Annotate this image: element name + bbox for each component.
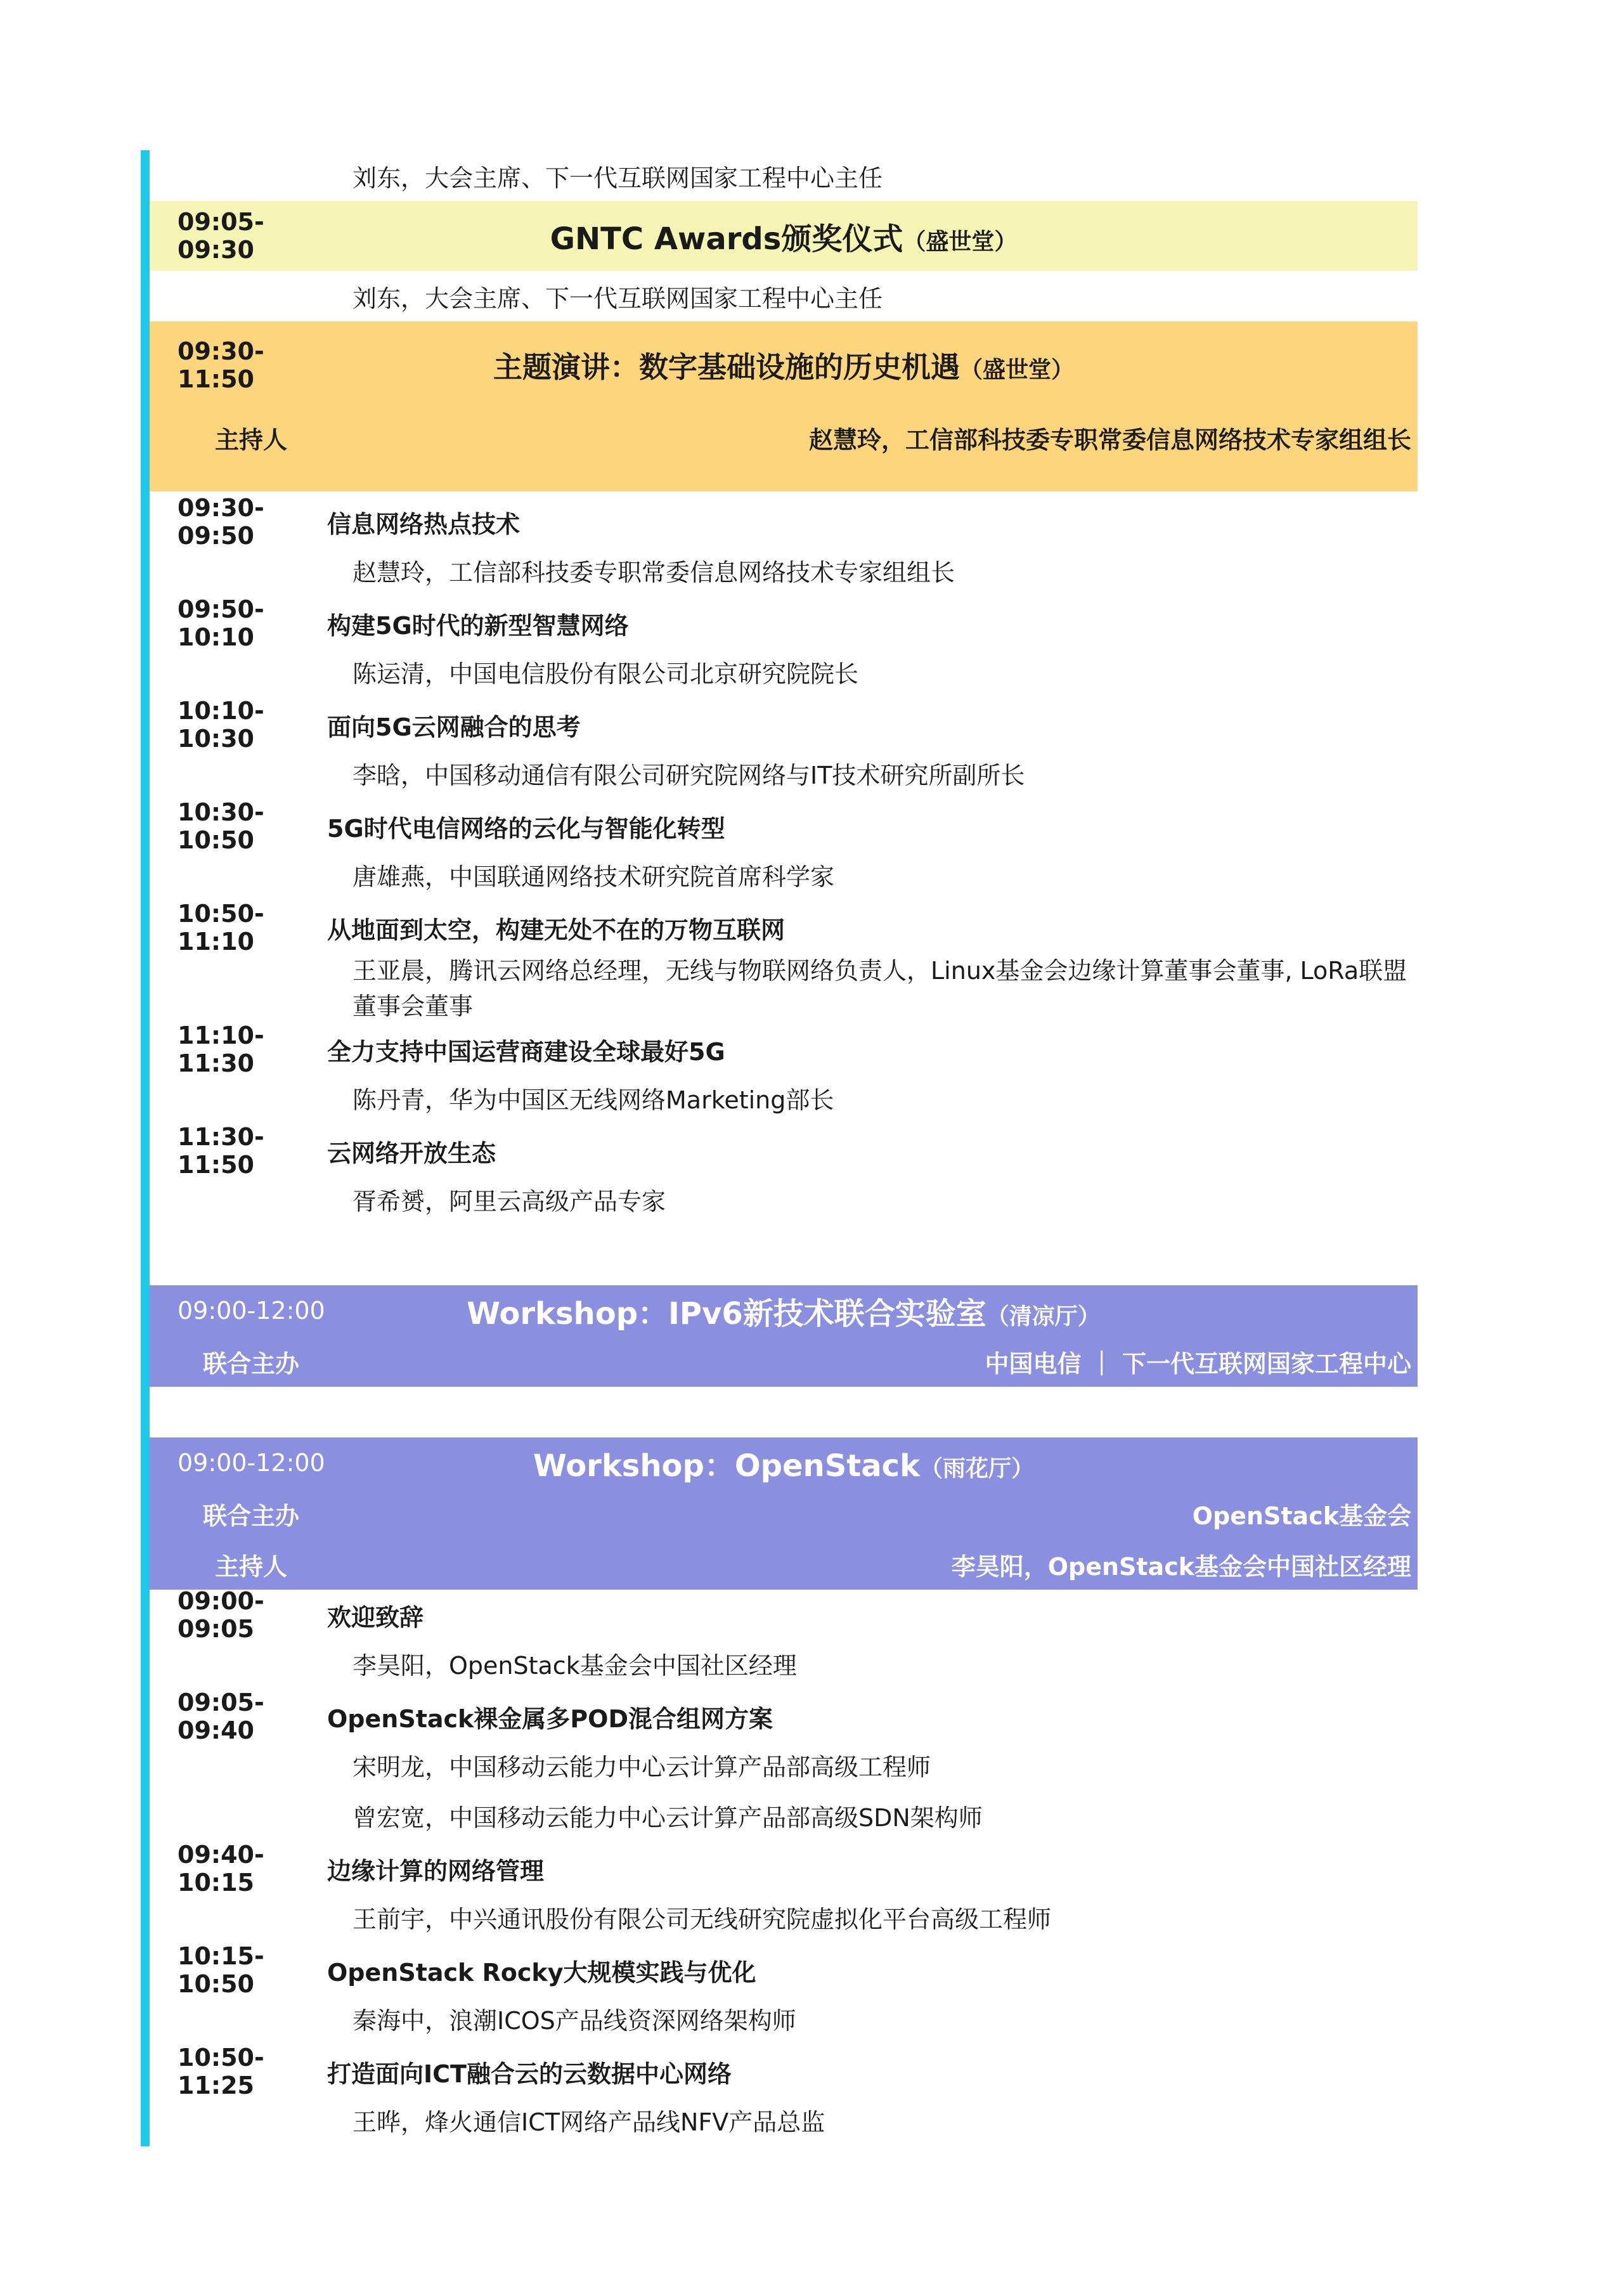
session-title-row [150,1942,1418,1998]
speaker-line [150,1894,1418,1945]
session-title: 云网络开放生态 [327,1139,496,1167]
session-title: 打造面向ICT融合云的云数据中心网络 [327,2059,732,2088]
openstack-title-wrap [150,1441,1418,1485]
openstack-workshop-band [150,1437,1418,1590]
session-title: 面向5G云网融合的思考 [327,713,581,741]
keynote-title: 主题演讲：数字基础设施的历史机遇 [493,350,960,384]
session-title: 从地面到太空，构建无处不在的万物互联网 [327,916,786,944]
keynote-host-row [150,409,1418,466]
speaker-line [150,953,1418,1024]
speaker-text: 王亚晨，腾讯云网络总经理，无线与物联网络负责人，Linux基金会边缘计算董事会董事, LoRa联盟董事会董事 [352,957,1407,1020]
awards-band [150,201,1418,271]
session-time: 09:00-09:05 [178,1587,264,1643]
session-title: 信息网络热点技术 [327,510,521,538]
session-title-row [150,494,1418,550]
speaker-line [150,649,1418,699]
session-title: 欢迎致辞 [327,1603,424,1631]
session-time: 10:15-10:50 [178,1942,264,1998]
session-title-row [150,595,1418,651]
speaker-line [150,1640,1418,1691]
openstack-session-list [150,1587,1418,2148]
session-title: 5G时代电信网络的云化与智能化转型 [327,814,725,843]
speaker-line [150,1176,1418,1227]
speaker-text: 陈运清，中国电信股份有限公司北京研究院院长 [352,660,859,688]
ipv6-title-wrap [150,1289,1418,1333]
ipv6-workshop-band [150,1285,1418,1387]
session-title: 构建5G时代的新型智慧网络 [327,611,629,640]
agenda [150,150,1418,2148]
organizer-label: 联合主办 [202,1501,299,1530]
speaker-text: 赵慧玲，工信部科技委专职常委信息网络技术专家组组长 [352,559,955,587]
speaker-text: 宋明龙，中国移动云能力中心云计算产品部高级工程师 [352,1753,931,1781]
host-label: 主持人 [214,1552,287,1581]
session-time: 09:40-10:15 [178,1841,264,1897]
session-time: 09:50-10:10 [178,595,264,651]
accent-bar [141,150,150,2146]
session-title: OpenStack裸金属多POD混合组网方案 [327,1704,773,1733]
session-title-row [150,1587,1418,1643]
keynote-title-wrap [150,344,1418,386]
session-title-row [150,1691,1418,1742]
session-time: 11:10-11:30 [178,1022,264,1077]
keynote-title-row [150,321,1418,409]
session-title-row [150,697,1418,753]
speaker-text: 刘东，大会主席、下一代互联网国家工程中心主任 [352,164,883,192]
session-time: 09:00-12:00 [178,1449,325,1477]
organizer-name: OpenStack基金会 [1192,1501,1411,1530]
speaker-line [150,1995,1418,2046]
ipv6-title: Workshop：IPv6新技术联合实验室 [467,1295,986,1332]
speaker-text: 胥希赟，阿里云高级产品专家 [352,1188,666,1216]
speaker-line [150,547,1418,598]
session-title: OpenStack Rocky大规模实践与优化 [327,1958,756,1987]
session-time: 09:05-09:30 [178,208,264,264]
awards-title: GNTC Awards颁奖仪式 [550,221,903,257]
session-title-row [150,900,1418,956]
session-title-row [150,1123,1418,1179]
speaker-line [150,2097,1418,2148]
keynote-band [150,321,1418,491]
openstack-title: Workshop：OpenStack [533,1448,921,1484]
speaker-line [150,1075,1418,1125]
session-time: 09:30-11:50 [178,337,264,393]
speaker-text: 刘东，大会主席、下一代互联网国家工程中心主任 [352,284,883,313]
session-time: 09:00-12:00 [178,1297,325,1325]
openstack-host-row [150,1539,1418,1590]
host-name: 李昊阳，OpenStack基金会中国社区经理 [951,1552,1411,1581]
session-time: 09:05-09:40 [178,1689,264,1744]
host-label: 主持人 [214,425,287,454]
awards-title-wrap [150,214,1418,258]
keynote-venue: （盛世堂） [959,357,1074,383]
speaker-line [150,852,1418,902]
openstack-venue: （雨花厅） [920,1455,1035,1482]
speaker-text: 秦海中，浪潮ICOS产品线资深网络架构师 [352,2007,796,2035]
ipv6-organizer-row [150,1336,1418,1387]
speaker-line [150,271,1418,321]
openstack-title-row [150,1437,1418,1488]
session-title-row [150,798,1418,854]
session-title: 全力支持中国运营商建设全球最好5G [327,1037,725,1066]
speaker-line [150,1793,1418,1843]
awards-venue: （盛世堂） [903,228,1018,255]
speaker-text: 陈丹青，华为中国区无线网络Marketing部长 [352,1086,834,1114]
session-time: 11:30-11:50 [178,1123,264,1179]
speaker-text: 曾宏宽，中国移动云能力中心云计算产品部高级SDN架构师 [352,1804,983,1832]
ipv6-title-row [150,1285,1418,1336]
ipv6-venue: （清凉厅） [986,1303,1101,1330]
speaker-text: 李晗，中国移动通信有限公司研究院网络与IT技术研究所副所长 [352,762,1025,789]
session-title-row [150,1024,1418,1075]
keynote-session-list [150,496,1418,1227]
session-title-row [150,1841,1418,1897]
speaker-text: 李昊阳，OpenStack基金会中国社区经理 [352,1652,797,1680]
speaker-text: 王前宇，中兴通讯股份有限公司无线研究院虚拟化平台高级工程师 [352,1905,1052,1933]
organizer-label: 联合主办 [202,1349,299,1378]
session-time: 10:50-11:25 [178,2044,264,2099]
session-time: 10:50-11:10 [178,900,264,956]
speaker-line [150,150,1418,201]
speaker-text: 唐雄燕，中国联通网络技术研究院首席科学家 [352,863,835,891]
host-name: 赵慧玲，工信部科技委专职常委信息网络技术专家组组长 [808,425,1411,454]
session-time: 10:30-10:50 [178,798,264,854]
session-time: 09:30-09:50 [178,494,264,550]
session-time: 10:10-10:30 [178,697,264,753]
session-title-row [150,2046,1418,2097]
session-title: 边缘计算的网络管理 [327,1857,545,1885]
speaker-text: 王晔，烽火通信ICT网络产品线NFV产品总监 [352,2108,825,2136]
speaker-line [150,1742,1418,1793]
speaker-line [150,750,1418,801]
openstack-organizer-row [150,1488,1418,1539]
organizer-name: 中国电信 ｜ 下一代互联网国家工程中心 [985,1349,1411,1378]
